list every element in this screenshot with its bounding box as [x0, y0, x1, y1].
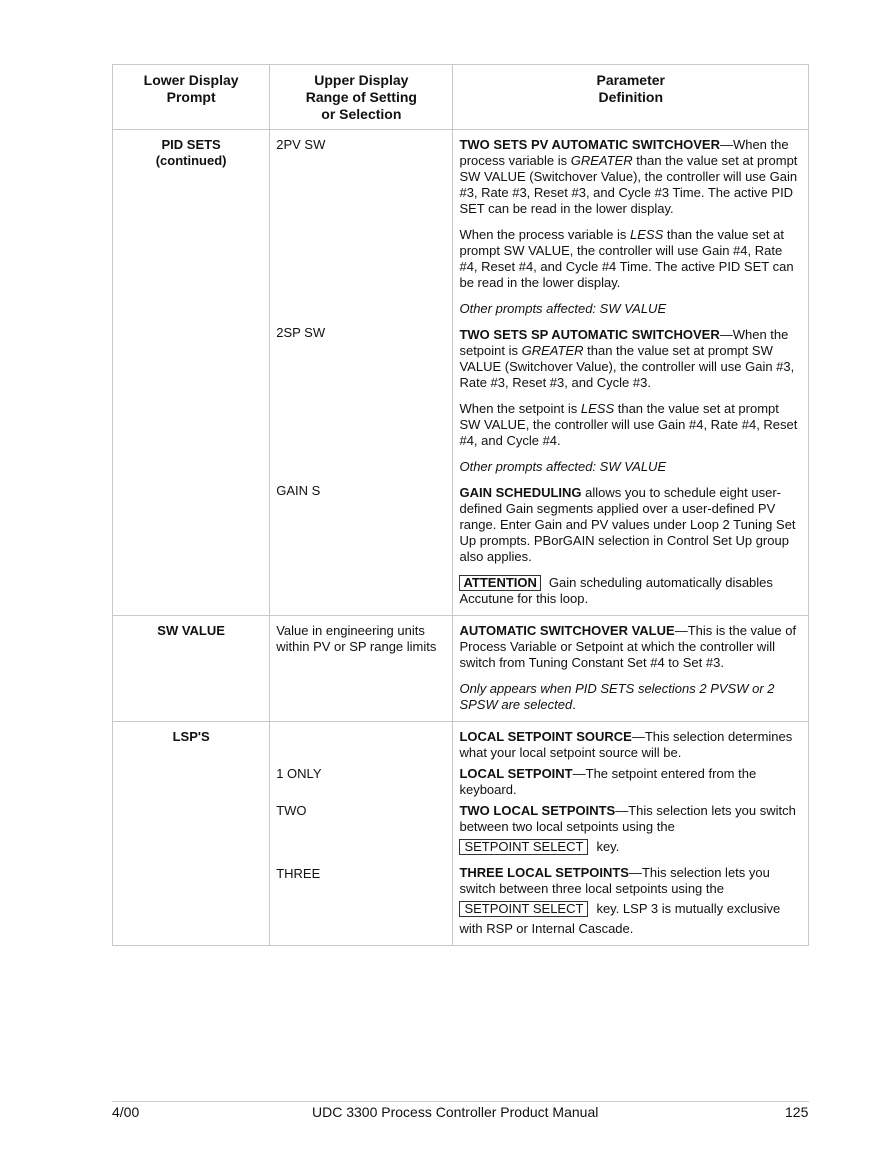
definition-2pv-sw-less: When the process variable is LESS than the value set at prompt SW VALUE, the controller will use Gain #4, Rate #4, Reset #4, and Cycle #4 Time. The active PID SET can be read in the lower display.	[459, 227, 794, 290]
other-prompts-note: Other prompts affected: SW VALUE	[459, 459, 667, 474]
selection-2sp-sw: 2SP SW	[276, 325, 326, 340]
definition-2pv-sw: TWO SETS PV AUTOMATIC SWITCHOVER—When the process variable is GREATER than the value set at prompt SW VALUE (Switchover Value), the controller will use Gain #3, Rate #3, Reset #3, and Cycle #3 Time. The active PID SET can be read in the lower display.	[459, 137, 798, 216]
selection-cell	[270, 130, 453, 616]
definition-1-only: LOCAL SETPOINT—The setpoint entered from the keyboard.	[459, 766, 757, 797]
table-row-pid-sets	[113, 130, 809, 616]
prompt-lsps: LSP'S	[113, 722, 270, 946]
table-header-row	[113, 65, 809, 130]
definition-two: TWO LOCAL SETPOINTS—This selection lets you switch between two local setpoints using the SETPOINT SELECT key.	[459, 803, 796, 854]
definition-gain-s: GAIN SCHEDULING allows you to schedule eight user-defined Gain segments applied over a user-defined PV range. Enter Gain and PV values under Loop 2 Tuning Set Up prompts. PBorGAIN selection in Control Set Up group also applies.	[459, 485, 796, 564]
footer-divider	[112, 1101, 809, 1102]
definition-sw-value: AUTOMATIC SWITCHOVER VALUE—This is the value of Process Variable or Setpoint at which the controller will switch from Tuning Constant Set #4 to Set #3. Only appears when PID SETS selections 2 PVSW or 2 SPSW are selected.	[453, 616, 809, 722]
definition-cell	[453, 722, 809, 946]
footer-title: UDC 3300 Process Controller Product Manual	[312, 1104, 599, 1120]
selection-2pv-sw: 2PV SW	[276, 137, 326, 152]
selection-cell	[270, 722, 453, 946]
prompt-pid-sets: PID SETS (continued)	[113, 130, 270, 616]
selection-three: THREE	[276, 866, 321, 881]
header-parameter-definition: Parameter Definition	[453, 65, 809, 130]
selection-1-only: 1 ONLY	[276, 766, 322, 781]
selection-sw-value: Value in engineering units within PV or SP range limits	[270, 616, 453, 722]
definition-2sp-sw-less: When the setpoint is LESS than the value set at prompt SW VALUE, the controller will use Gain #4, Rate #4, Reset #4, and Cycle #4.	[459, 401, 798, 448]
setpoint-select-key: SETPOINT SELECT	[459, 839, 588, 855]
parameter-table	[112, 64, 809, 946]
header-upper-display-range: Upper Display Range of Setting or Selection	[270, 65, 453, 130]
attention-badge: ATTENTION	[459, 575, 540, 591]
selection-two: TWO	[276, 803, 307, 818]
attention-note: ATTENTION Gain scheduling automatically disables Accutune for this loop.	[459, 575, 773, 606]
selection-gain-s: GAIN S	[276, 483, 321, 498]
definition-three: THREE LOCAL SETPOINTS—This selection lets you switch between three local setpoints using the SETPOINT SELECT key. LSP 3 is mutually exclusive with RSP or Internal Cascade.	[459, 865, 781, 936]
page-number: 125	[785, 1104, 809, 1120]
header-lower-display-prompt: Lower Display Prompt	[113, 65, 270, 130]
table-row-sw-value	[113, 616, 809, 722]
definition-2sp-sw: TWO SETS SP AUTOMATIC SWITCHOVER—When the setpoint is GREATER than the value set at prompt SW VALUE (Switchover Value), the controller will use Gain #3, Rate #3, Reset #3, and Cycle #3.	[459, 327, 795, 390]
definition-lsp-source: LOCAL SETPOINT SOURCE—This selection determines what your local setpoint source will be.	[459, 729, 793, 760]
table-row-lsps	[113, 722, 809, 946]
other-prompts-note: Other prompts affected: SW VALUE	[459, 301, 667, 316]
prompt-sw-value: SW VALUE	[113, 616, 270, 722]
setpoint-select-key: SETPOINT SELECT	[459, 901, 588, 917]
definition-cell	[453, 130, 809, 616]
footer-date: 4/00	[112, 1104, 140, 1120]
